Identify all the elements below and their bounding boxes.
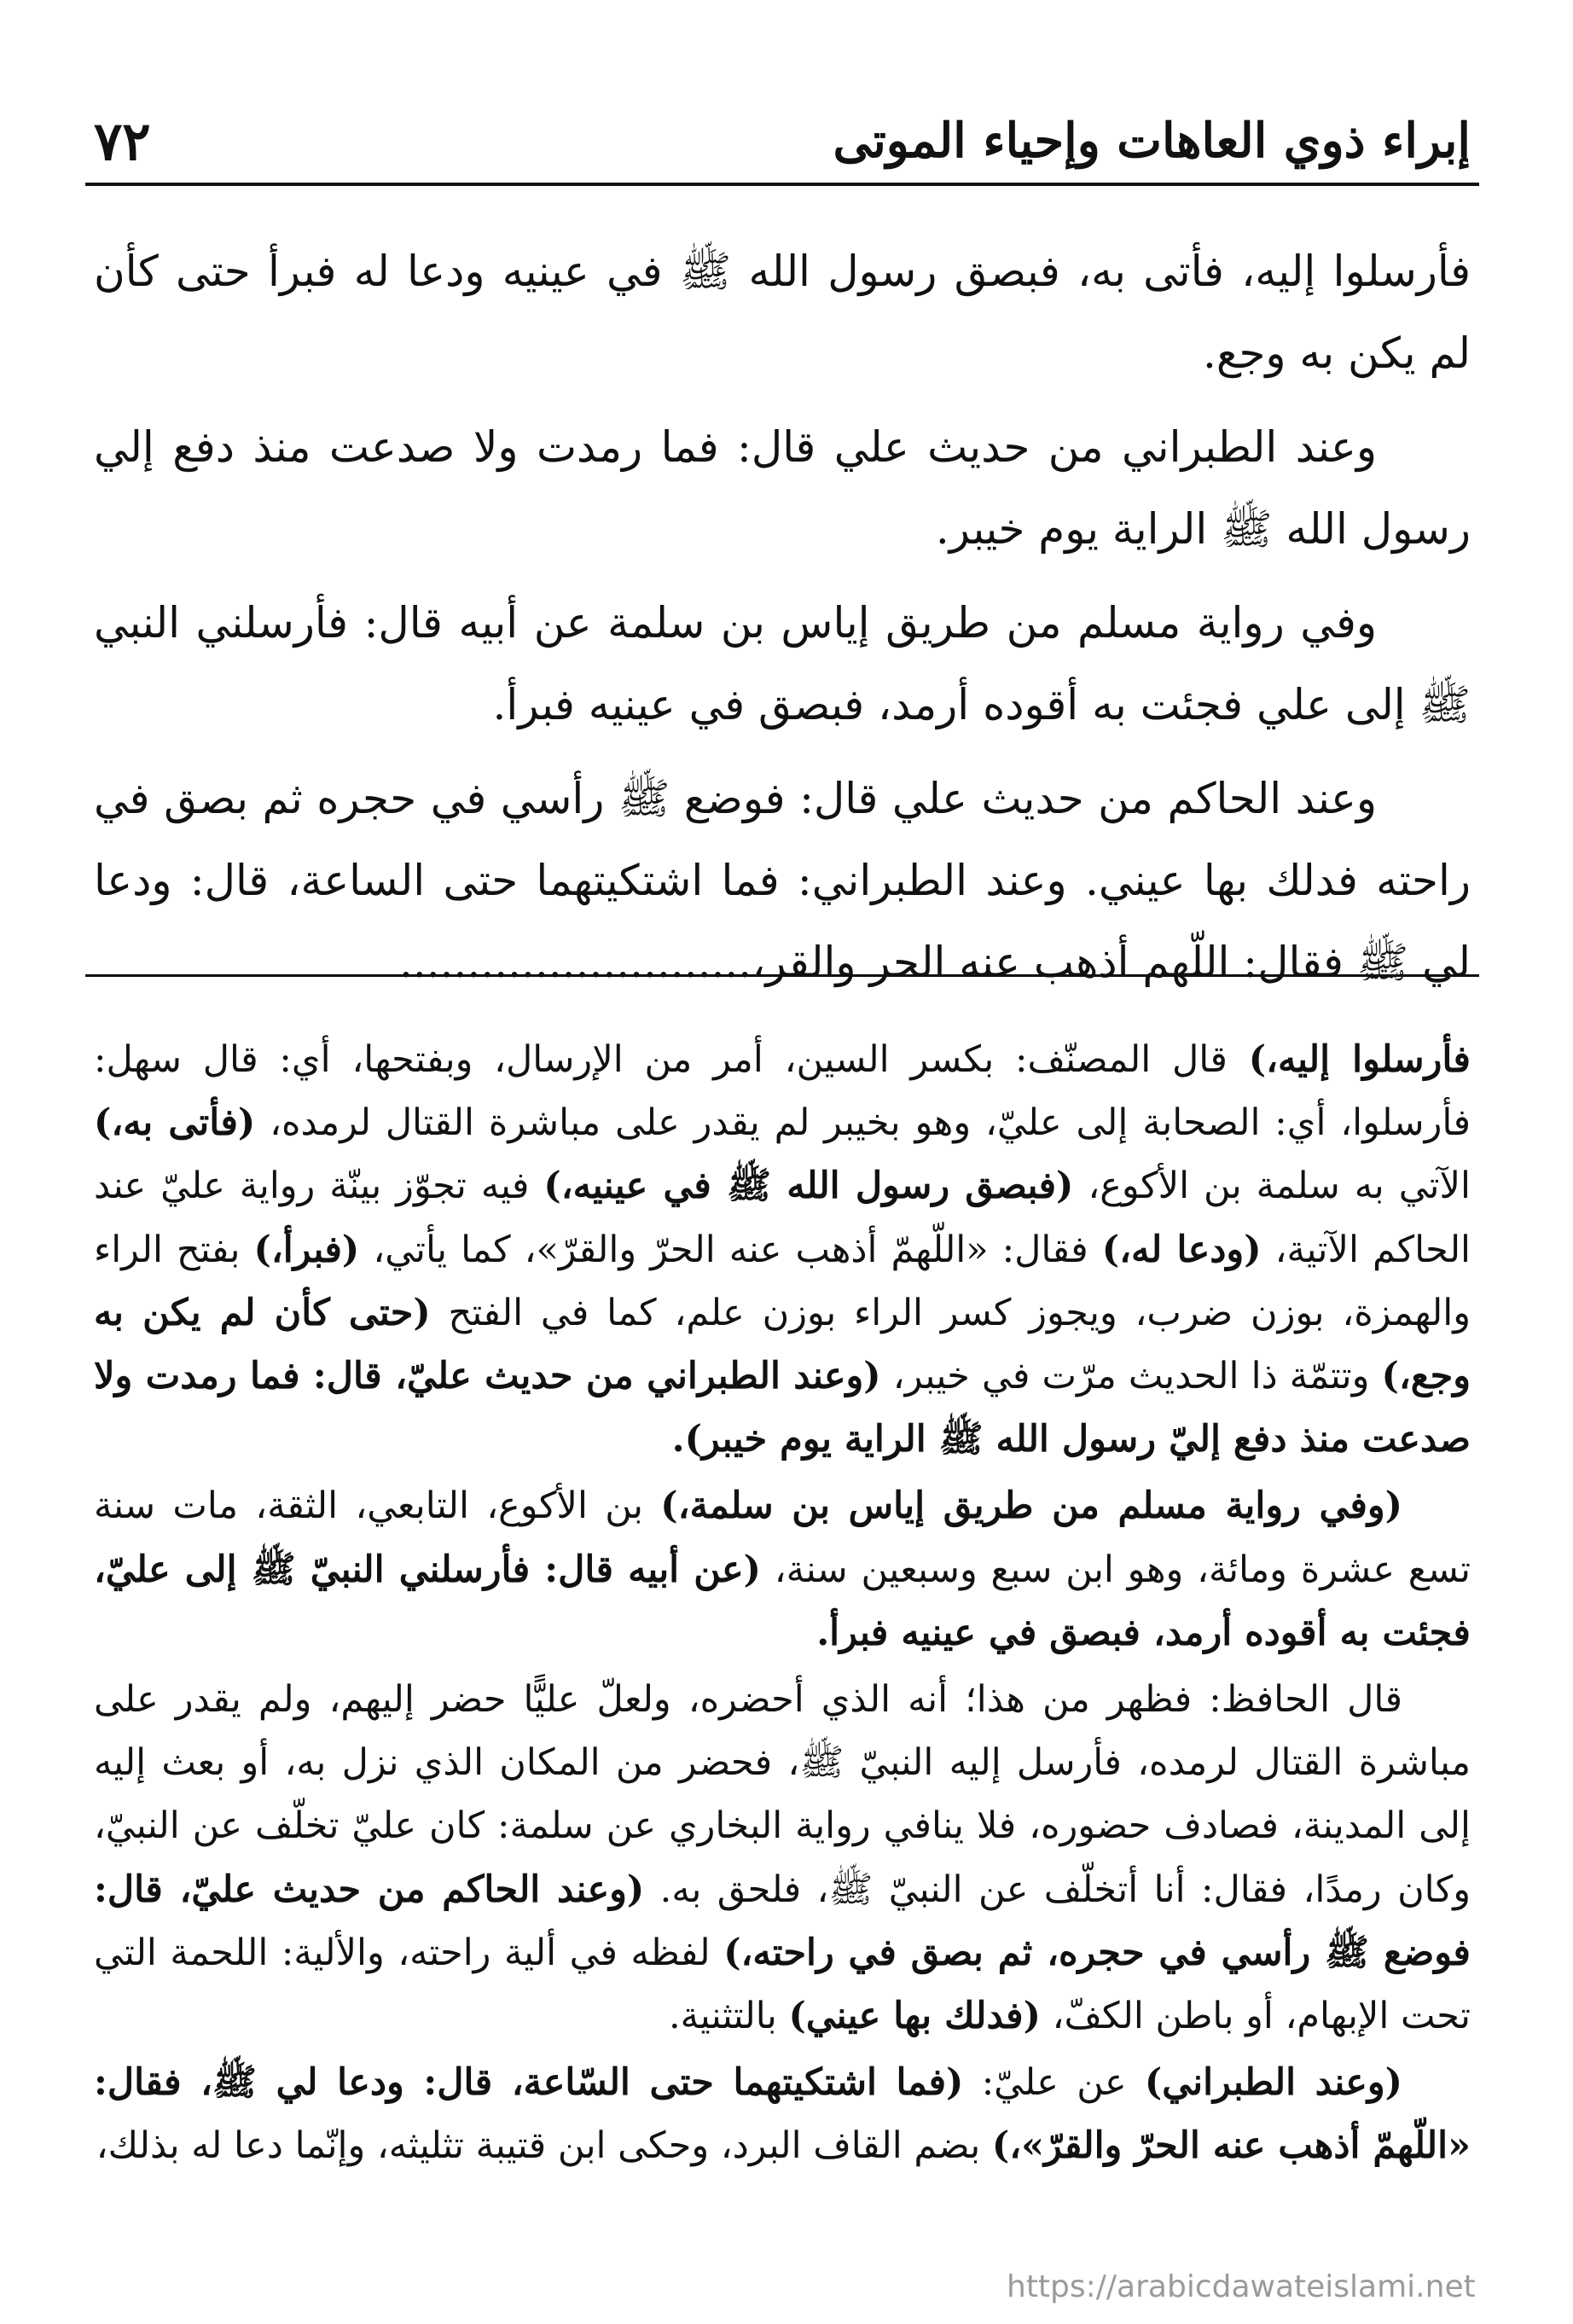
commentary-paragraph-3 [94,1668,1471,2048]
commentary-text: فيه تجوّز بينّة رواية عليّ عند الحاكم الآتية، [94,1165,1471,1271]
commentary-text: عن عليّ: [963,2061,1145,2105]
quoted-lemma: (وفي رواية مسلم من طريق إياس بن سلمة،) [660,1484,1402,1528]
quoted-lemma: (فما اشتكيتهما حتى السّاعة، قال: ودعا لي ﷺ، فقال: «اللّهمّ أذهب عنه الحرّ والقرّ»،) [94,2061,1471,2168]
main-paragraph-3: وفي رواية مسلم من طريق إياس بن سلمة عن أبيه قال: فأرسلني النبي ﷺ إلى علي فجئت به أقوده أرمد، فبصق في عينيه فبرأ. [94,598,1471,729]
commentary-text: بضم القاف البرد، وحكى ابن قتيبة تثليثه، وإنّما دعا له بذلك، [96,2124,992,2168]
main-paragraph-4-text: وعند الحاكم من حديث علي قال: فوضع ﷺ رأسي في حجره ثم بصق في راحته فدلك بها عيني. وعند الطبراني: فما اشتكيتهما حتى الساعة، قال: ودعا لي ﷺ فقال: اللّهم أذهب عنه الحر والقر، [94,774,1471,987]
quoted-lemma: (وعند الطبراني من حديث عليّ، قال: فما رمدت ولا صدعت منذ دفع إليّ رسول الله ﷺ الراية يوم خيبر). [94,1355,1471,1461]
commentary-paragraph-2 [94,1474,1471,1665]
page-header [94,111,1471,171]
commentary-text: بالتثنية. [669,1995,789,2038]
main-text [94,230,1471,1015]
commentary-text: بن الأكوع، التابعي، الثقة، مات سنة تسع عشرة ومائة، وهو ابن سبع وسبعين سنة، [94,1484,1471,1591]
main-paragraph-4 [94,758,1471,1003]
quoted-lemma: (وعند الحاكم من حديث عليّ، قال: فوضع ﷺ رأسي في حجره، ثم بصق في راحته،) [94,1868,1471,1974]
watermark: https://arabicdawateislami.net [1007,2269,1476,2304]
running-title: إبراء ذوي العاهات وإحياء الموتى [833,113,1471,169]
quoted-lemma: (فأتى به،) [94,1101,256,1145]
commentary-text: لفظه في ألية راحته، والألية: اللحمة التي تحت الإبهام، أو باطن الكفّ، [94,1931,1471,2038]
quoted-lemma: (ودعا له،) [1101,1228,1262,1271]
header-rule [85,183,1479,186]
commentary-text: فقال: «اللّهمّ أذهب عنه الحرّ والقرّ»، كما يأتي، [359,1228,1102,1271]
quoted-lemma: فأرسلوا إليه،) [1248,1038,1471,1081]
main-paragraph-2: وعند الطبراني من حديث علي قال: فما رمدت ولا صدعت منذ دفع إلي رسول الله ﷺ الراية يوم خيبر. [94,422,1471,554]
commentary-text: وتتمّة ذا الحديث مرّت في خيبر، [880,1355,1382,1398]
commentary-paragraph-4 [94,2051,1471,2177]
quoted-lemma: (فبرأ،) [253,1228,360,1271]
quoted-lemma: (وعند الطبراني) [1144,2061,1402,2105]
commentary-text: قال الحافظ: فظهر من هذا؛ أنه الذي أحضره، ولعلّ عليًّا حضر إليهم، ولم يقدر على مباشرة القتال لرمده، فأرسل إليه النبيّ ﷺ، فحضر من المكان الذي نزل به، أو بعث إليه إلى المدينة، فصادف حضوره، فلا ينافي رواية البخاري عن سلمة: كان عليّ تخلّف عن النبيّ، وكان رمدًا، فقال: أنا أتخلّف عن النبيّ ﷺ، فلحق به. [94,1678,1471,1911]
commentary [94,1028,1471,2182]
main-dots: .......................... [398,938,752,987]
footnote-divider [85,974,1479,977]
quoted-lemma: (عن أبيه قال: فأرسلني النبيّ ﷺ إلى عليّ، فجئت به أقوده أرمد، فبصق في عينيه فبرأ. [94,1548,1471,1654]
quoted-lemma: (حتى كأن لم يكن به وجع،) [94,1291,1471,1398]
page-number: ٧٢ [94,109,151,172]
main-paragraph-1: فأرسلوا إليه، فأتى به، فبصق رسول الله ﷺ في عينيه ودعا له فبرأ حتى كأن لم يكن به وجع. [94,247,1471,378]
commentary-paragraph-1 [94,1028,1471,1471]
quoted-lemma: (فبصق رسول الله ﷺ في عينيه،) [543,1165,1074,1208]
commentary-text: الآتي به سلمة بن الأكوع، [1073,1165,1471,1208]
quoted-lemma: (فدلك بها عيني) [788,1995,1041,2038]
commentary-text: قال المصنّف: بكسر السين، أمر من الإرسال، وبفتحها، أي: قال سهل: فأرسلوا، أي: الصحابة إلى عليّ، وهو بخيبر لم يقدر على مباشرة القتال لرمده، [94,1038,1471,1145]
commentary-text: بفتح الراء والهمزة، بوزن ضرب، ويجوز كسر الراء بوزن علم، كما في الفتح [94,1228,1471,1334]
